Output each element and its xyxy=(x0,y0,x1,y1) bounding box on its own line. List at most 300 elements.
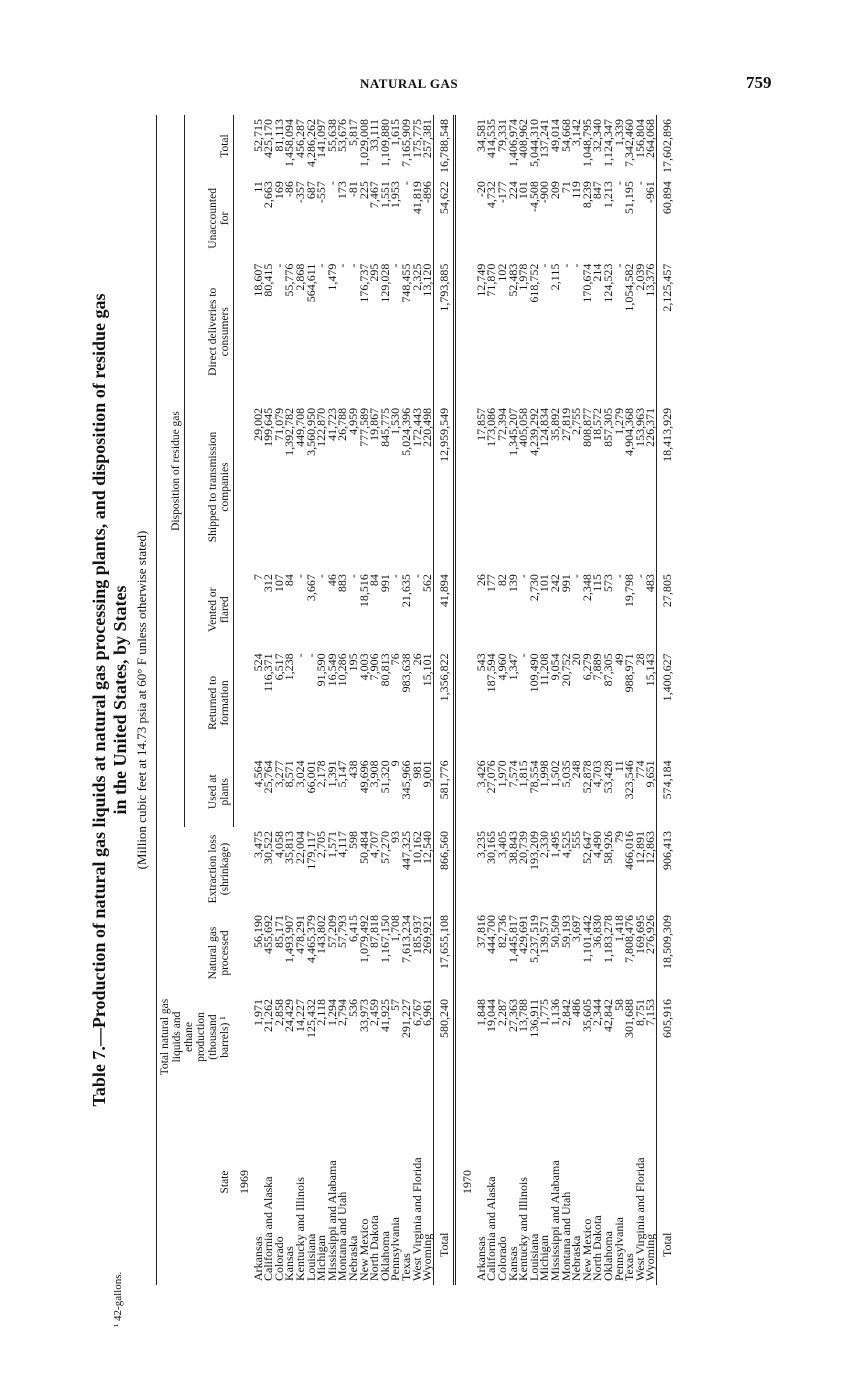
value-cell: 87,818 xyxy=(367,915,382,948)
value-cell: 408,962 xyxy=(516,119,531,158)
value-cell: 295 xyxy=(367,263,382,282)
value-cell: 54,668 xyxy=(558,119,573,152)
rotated-table-block xyxy=(85,110,845,1290)
value-cell: 16,549 xyxy=(324,653,339,687)
value-cell: 1,101,442 xyxy=(579,915,594,963)
state-cell: Kansas xyxy=(505,1246,520,1281)
value-cell: 80,813 xyxy=(377,653,392,687)
value-cell: 7,165,909 xyxy=(398,119,413,167)
value-cell: -900 xyxy=(537,181,552,204)
value-cell: - xyxy=(303,653,318,658)
value-cell: 82 xyxy=(495,574,510,587)
value-cell: 524 xyxy=(250,653,265,672)
value-cell: 226,371 xyxy=(643,407,658,447)
value-cell: 12,540 xyxy=(420,831,435,864)
col-unaccounted: Unaccounted for xyxy=(185,177,233,260)
value-cell: 209 xyxy=(548,181,563,200)
value-cell: 19,798 xyxy=(622,574,637,608)
value-cell: - xyxy=(632,181,647,186)
value-cell: 3,142 xyxy=(569,119,584,146)
value-cell: - xyxy=(537,263,552,268)
state-cell: Colorado xyxy=(495,1236,510,1281)
table-body xyxy=(233,115,677,1285)
value-cell: 195 xyxy=(345,653,360,672)
value-cell: - xyxy=(324,181,339,186)
total-cell: 1,400,627 xyxy=(656,649,676,756)
state-cell: Arkansas xyxy=(473,1236,488,1281)
value-cell: 1,571 xyxy=(324,831,339,858)
value-cell: 199,645 xyxy=(261,407,276,447)
value-cell: 82,736 xyxy=(495,915,510,948)
value-cell: 323,546 xyxy=(622,760,637,800)
value-cell: 2,459 xyxy=(367,999,382,1026)
state-cell: West Virginia and Florida xyxy=(409,1157,424,1281)
value-cell: 1,848 xyxy=(473,999,488,1026)
value-cell: 3,475 xyxy=(250,831,265,858)
value-cell: 4,003 xyxy=(356,653,371,681)
value-cell: - xyxy=(271,263,286,268)
state-cell: North Dakota xyxy=(367,1215,382,1281)
total-row xyxy=(656,115,676,1285)
value-cell: 2,868 xyxy=(292,263,307,291)
value-cell: 857,305 xyxy=(601,407,615,447)
value-cell: 1,294 xyxy=(324,999,339,1026)
value-cell: 3,908 xyxy=(367,760,382,788)
total-cell: 605,916 xyxy=(656,995,676,1079)
table-row xyxy=(539,115,550,1285)
value-cell: 1,079,492 xyxy=(356,915,371,963)
value-cell: 52,483 xyxy=(505,263,520,297)
value-cell: 808,877 xyxy=(579,407,594,447)
total-row xyxy=(433,115,455,1285)
value-cell: 564,611 xyxy=(303,263,318,303)
value-cell: 72,394 xyxy=(495,407,510,441)
col-state: State xyxy=(157,1079,234,1285)
state-cell: California and Alaska xyxy=(484,1176,499,1281)
value-cell: 26 xyxy=(473,574,488,587)
state-cell: Texas xyxy=(398,1253,413,1281)
value-cell: 38,843 xyxy=(505,831,520,864)
value-cell: 2,325 xyxy=(409,263,424,291)
state-cell: Michigan xyxy=(537,1235,552,1281)
value-cell: 988,971 xyxy=(622,653,637,693)
value-cell: 42,842 xyxy=(601,999,615,1032)
value-cell: 14,227 xyxy=(292,999,307,1032)
value-cell: 13,120 xyxy=(420,263,435,297)
col-disposition: Disposition of residue gas xyxy=(157,115,185,827)
value-cell: 9 xyxy=(388,760,403,767)
value-cell: 27,819 xyxy=(558,407,573,441)
value-cell: 4,525 xyxy=(558,831,573,858)
page-number: 759 xyxy=(746,73,772,92)
value-cell: 20 xyxy=(569,653,584,666)
value-cell: 102 xyxy=(495,263,510,282)
state-cell: Arkansas xyxy=(250,1236,265,1281)
table-row xyxy=(306,115,317,1285)
table-row xyxy=(327,115,338,1285)
value-cell: 3,277 xyxy=(271,760,286,788)
value-cell: 438 xyxy=(345,760,360,779)
value-cell: 24,429 xyxy=(282,999,297,1032)
value-cell: 6,279 xyxy=(579,653,594,681)
value-cell: 17,857 xyxy=(473,407,488,441)
value-cell: 193,209 xyxy=(526,831,541,870)
value-cell: 55,638 xyxy=(324,119,339,152)
value-cell: 33,973 xyxy=(356,999,371,1032)
value-cell: 1,345,207 xyxy=(505,407,520,456)
value-cell: 175,775 xyxy=(409,119,424,158)
value-cell: 483 xyxy=(643,574,658,593)
value-cell: 1,551 xyxy=(377,181,392,209)
state-cell: West Virginia and Florida xyxy=(632,1157,647,1281)
value-cell: 71,079 xyxy=(271,407,286,441)
value-cell: 1,136 xyxy=(548,999,563,1026)
value-cell: - xyxy=(569,574,584,579)
value-cell: - xyxy=(611,263,626,268)
table-row xyxy=(337,115,348,1285)
value-cell: 10,162 xyxy=(409,831,424,864)
value-cell: 1,971 xyxy=(250,999,265,1026)
value-cell: 1,495 xyxy=(548,831,563,858)
value-cell: 466,016 xyxy=(622,831,637,870)
value-cell: 486 xyxy=(569,999,584,1017)
value-cell: 28 xyxy=(632,653,647,666)
value-cell: 8,571 xyxy=(282,760,297,788)
value-cell: 3,024 xyxy=(292,760,307,788)
total-cell: 60,894 xyxy=(656,177,676,260)
value-cell: 1,238 xyxy=(282,653,297,681)
value-cell: 2,794 xyxy=(335,999,350,1026)
value-cell: -86 xyxy=(282,181,297,198)
value-cell: 1,998 xyxy=(537,760,552,788)
col-processed: Natural gas processed xyxy=(157,911,234,995)
value-cell: 11 xyxy=(250,181,265,193)
value-cell: 847 xyxy=(590,181,605,200)
value-cell: 50,484 xyxy=(356,831,371,864)
total-cell: 2,125,457 xyxy=(656,260,676,404)
value-cell: 225 xyxy=(356,181,371,200)
total-cell: 580,240 xyxy=(433,995,455,1079)
total-cell: 866,560 xyxy=(433,827,455,911)
value-cell: 478,291 xyxy=(292,915,307,954)
value-cell: 4,465,379 xyxy=(303,915,318,963)
footnote: ¹ 42-gallons. xyxy=(112,1271,124,1327)
value-cell: 57,270 xyxy=(377,831,392,864)
value-cell: -4,508 xyxy=(526,181,541,213)
value-cell: 116,371 xyxy=(261,653,276,692)
value-cell: 748,455 xyxy=(398,263,413,303)
value-cell: 4,959 xyxy=(345,407,360,435)
value-cell: - xyxy=(335,263,350,268)
value-cell: 2,663 xyxy=(261,181,276,209)
data-table xyxy=(156,115,677,1285)
value-cell: 52,878 xyxy=(579,760,594,794)
value-cell: 84 xyxy=(282,574,297,587)
value-cell: 27,363 xyxy=(505,999,520,1032)
value-cell: 173 xyxy=(335,181,350,200)
value-cell: 3,560,950 xyxy=(303,407,318,456)
caption-line-1: Table 7.—Production of natural gas liquids at natural gas processing plants, and disposition of residue gas xyxy=(89,293,109,1107)
value-cell: - xyxy=(388,263,403,268)
value-cell: 30,522 xyxy=(261,831,276,864)
value-cell: 4,490 xyxy=(590,831,605,858)
value-cell: -961 xyxy=(643,181,658,204)
value-cell: 1,418 xyxy=(611,915,626,942)
value-cell: 7,153 xyxy=(643,999,658,1026)
value-cell: 91,590 xyxy=(314,653,329,687)
value-cell: 18,516 xyxy=(356,574,371,608)
value-cell: 143,802 xyxy=(314,915,329,954)
value-cell: 1,054,582 xyxy=(622,263,637,312)
value-cell: 1,183,278 xyxy=(601,915,615,963)
value-cell: 25,764 xyxy=(261,760,276,794)
value-cell: 981 xyxy=(409,760,424,779)
value-cell: 9,054 xyxy=(548,653,563,681)
value-cell: 4,117 xyxy=(335,831,350,858)
value-cell: 11,208 xyxy=(537,653,552,686)
value-cell: 19,044 xyxy=(484,999,499,1032)
value-cell: - xyxy=(611,181,626,186)
state-cell: Kentucky and Illinois xyxy=(292,1177,307,1281)
value-cell: 3,667 xyxy=(303,574,318,602)
value-cell: 10,286 xyxy=(335,653,350,687)
state-cell: Oklahoma xyxy=(601,1231,615,1281)
value-cell: 4,707 xyxy=(367,831,382,858)
value-cell: 79 xyxy=(611,831,626,843)
value-cell: 2,118 xyxy=(314,999,329,1026)
value-cell: 2,344 xyxy=(590,999,605,1026)
value-cell: 3,405 xyxy=(495,831,510,858)
total-cell: 54,622 xyxy=(433,177,455,260)
value-cell: 455,692 xyxy=(261,915,276,954)
value-cell: 49,014 xyxy=(548,119,563,152)
value-cell: 425,170 xyxy=(261,119,276,158)
value-cell: 13,788 xyxy=(516,999,531,1032)
value-cell: 312 xyxy=(261,574,276,593)
value-cell: 6,517 xyxy=(271,653,286,681)
value-cell: 76 xyxy=(388,653,403,666)
value-cell: - xyxy=(516,653,531,658)
value-cell: 1,347 xyxy=(505,653,520,681)
total-cell: 1,793,885 xyxy=(433,260,455,404)
value-cell: 156,804 xyxy=(632,119,647,158)
value-cell: 777,589 xyxy=(356,407,371,447)
value-cell: 119 xyxy=(569,181,584,199)
value-cell: 456,287 xyxy=(292,119,307,158)
table-row xyxy=(263,115,274,1285)
table-row xyxy=(582,115,593,1285)
value-cell: 49,696 xyxy=(356,760,371,794)
value-cell: 1,213 xyxy=(601,181,615,209)
value-cell: 13,376 xyxy=(643,263,658,297)
value-cell: 179,117 xyxy=(303,831,318,870)
table-row xyxy=(380,115,391,1285)
state-cell: New Mexico xyxy=(356,1218,371,1281)
value-cell: 84 xyxy=(367,574,382,587)
value-cell: 58 xyxy=(611,999,626,1011)
value-cell: 33,111 xyxy=(367,119,382,152)
state-cell: Pennsylvania xyxy=(388,1217,403,1281)
value-cell: 4,286,262 xyxy=(303,119,318,167)
value-cell: 81,113 xyxy=(271,119,286,152)
value-cell: -357 xyxy=(292,181,307,204)
state-cell: Louisiana xyxy=(303,1233,318,1281)
value-cell: 1,124,347 xyxy=(601,119,615,167)
col-used: Used at plants xyxy=(185,756,233,827)
value-cell: - xyxy=(388,574,403,579)
value-cell: 57 xyxy=(388,999,403,1011)
table-caption xyxy=(89,110,131,1290)
value-cell: 18,607 xyxy=(250,263,265,297)
value-cell: 536 xyxy=(345,999,360,1017)
value-cell: 2,330 xyxy=(537,831,552,858)
value-cell: 4,239,292 xyxy=(526,407,541,456)
value-cell: 34,581 xyxy=(473,119,488,152)
value-cell: 7,613,234 xyxy=(398,915,413,963)
value-cell: 139,571 xyxy=(537,915,552,954)
value-cell: 169 xyxy=(271,181,286,200)
total-cell: 1,356,822 xyxy=(433,649,455,756)
value-cell: 4,732 xyxy=(484,181,499,209)
value-cell: 3,426 xyxy=(473,760,488,788)
value-cell: 220,498 xyxy=(420,407,435,447)
year-row xyxy=(233,115,253,1285)
value-cell: 9,001 xyxy=(420,760,435,788)
state-cell: California and Alaska xyxy=(261,1176,276,1281)
value-cell: 1,445,817 xyxy=(505,915,520,963)
value-cell: 214 xyxy=(590,263,605,282)
value-cell: 242 xyxy=(548,574,563,593)
value-cell: 1,815 xyxy=(516,760,531,788)
value-cell: 15,101 xyxy=(420,653,435,687)
value-cell: 5,035 xyxy=(558,760,573,788)
value-cell: 4,564 xyxy=(250,760,265,788)
value-cell: 2,115 xyxy=(548,263,563,291)
value-cell: 2,858 xyxy=(271,999,286,1026)
table-row xyxy=(645,115,656,1285)
value-cell: 32,340 xyxy=(590,119,605,152)
caption-line-2: in the United States, by States xyxy=(110,585,130,815)
value-cell: 562 xyxy=(420,574,435,593)
value-cell: 8,751 xyxy=(632,999,647,1026)
value-cell: 139 xyxy=(505,574,520,593)
col-direct: Direct deliveries to consumers xyxy=(185,260,233,404)
state-cell: Mississippi and Alabama xyxy=(324,1160,339,1281)
col-total: Total xyxy=(185,115,233,177)
col-ngl: Total natural gas liquids and ethane production (thousand barrels) ¹ xyxy=(157,995,234,1079)
value-cell: 5,147 xyxy=(335,760,350,788)
value-cell: 2,348 xyxy=(579,574,594,602)
value-cell: 59,193 xyxy=(558,915,573,948)
value-cell: 1,775 xyxy=(537,999,552,1026)
value-cell: 78,554 xyxy=(526,760,541,794)
value-cell: 9,651 xyxy=(643,760,658,788)
value-cell: 345,966 xyxy=(398,760,413,800)
value-cell: 2,178 xyxy=(314,760,329,788)
value-cell: -177 xyxy=(495,181,510,204)
value-cell: 56,190 xyxy=(250,915,265,948)
value-cell: 1,615 xyxy=(388,119,403,146)
value-cell: 1,530 xyxy=(388,407,403,435)
value-cell: 447,325 xyxy=(398,831,413,870)
value-cell: 153,963 xyxy=(632,407,647,447)
state-cell: Kansas xyxy=(282,1246,297,1281)
value-cell: -20 xyxy=(473,181,488,198)
value-cell: 35,813 xyxy=(282,831,297,864)
value-cell: 1,279 xyxy=(611,407,626,435)
total-cell: 17,602,896 xyxy=(656,115,676,177)
value-cell: 27,076 xyxy=(484,760,499,794)
value-cell: 125,432 xyxy=(303,999,318,1038)
value-cell: 291,227 xyxy=(398,999,413,1038)
value-cell: 172,443 xyxy=(409,407,424,447)
value-cell: 4,960 xyxy=(495,653,510,681)
value-cell: 276,926 xyxy=(643,915,658,954)
value-cell: 85,171 xyxy=(271,915,286,948)
value-cell: 7,467 xyxy=(367,181,382,209)
value-cell: 19,867 xyxy=(367,407,382,441)
table-row xyxy=(422,115,433,1285)
value-cell: 55,776 xyxy=(282,263,297,297)
table-subtitle: (Million cubic feet at 14.73 psia at 60° F unless otherwise stated) xyxy=(134,530,149,870)
value-cell: 269,921 xyxy=(420,915,435,954)
value-cell: 11 xyxy=(611,760,626,772)
value-cell: 41,925 xyxy=(377,999,392,1032)
value-cell: 2,842 xyxy=(558,999,573,1026)
value-cell: 4,058 xyxy=(271,831,286,858)
value-cell: 429,691 xyxy=(516,915,531,954)
value-cell: 18,572 xyxy=(590,407,605,441)
value-cell: 8,239 xyxy=(579,181,594,209)
value-cell: 3,697 xyxy=(569,915,584,942)
year-row xyxy=(455,115,476,1285)
value-cell: 1,109,880 xyxy=(377,119,392,167)
value-cell: 109,490 xyxy=(526,653,541,693)
col-vented: Vented or flared xyxy=(185,570,233,649)
value-cell: 2,755 xyxy=(569,407,584,435)
value-cell: 80,415 xyxy=(261,263,276,297)
value-cell: 20,739 xyxy=(516,831,531,864)
value-cell: 7,889 xyxy=(590,653,605,681)
total-cell: 581,776 xyxy=(433,756,455,827)
value-cell: 845,775 xyxy=(377,407,392,447)
state-cell: Oklahoma xyxy=(377,1231,392,1281)
value-cell: 87,305 xyxy=(601,653,615,687)
value-cell: 1,978 xyxy=(516,263,531,291)
value-cell: 687 xyxy=(303,181,318,200)
state-cell: Louisiana xyxy=(526,1233,541,1281)
value-cell: -557 xyxy=(314,181,329,204)
value-cell: 35,605 xyxy=(579,999,594,1032)
value-cell: 224 xyxy=(505,181,520,200)
value-cell: 598 xyxy=(345,831,360,849)
col-returned: Returned to formation xyxy=(185,649,233,756)
value-cell: 66,001 xyxy=(303,760,318,794)
value-cell: 53,428 xyxy=(601,760,615,794)
col-shipped: Shipped to transmission companies xyxy=(185,404,233,570)
state-cell: North Dakota xyxy=(590,1215,605,1281)
value-cell: 1,048,795 xyxy=(579,119,594,167)
value-cell: 1,406,974 xyxy=(505,119,520,167)
value-cell: 41,819 xyxy=(409,181,424,215)
value-cell: 176,737 xyxy=(356,263,371,303)
value-cell: 51,320 xyxy=(377,760,392,794)
value-cell: 7 xyxy=(250,574,265,581)
value-cell: 124,834 xyxy=(537,407,552,447)
value-cell: 1,493,907 xyxy=(282,915,297,963)
total-cell: 17,655,108 xyxy=(433,911,455,995)
value-cell: 173,086 xyxy=(484,407,499,447)
